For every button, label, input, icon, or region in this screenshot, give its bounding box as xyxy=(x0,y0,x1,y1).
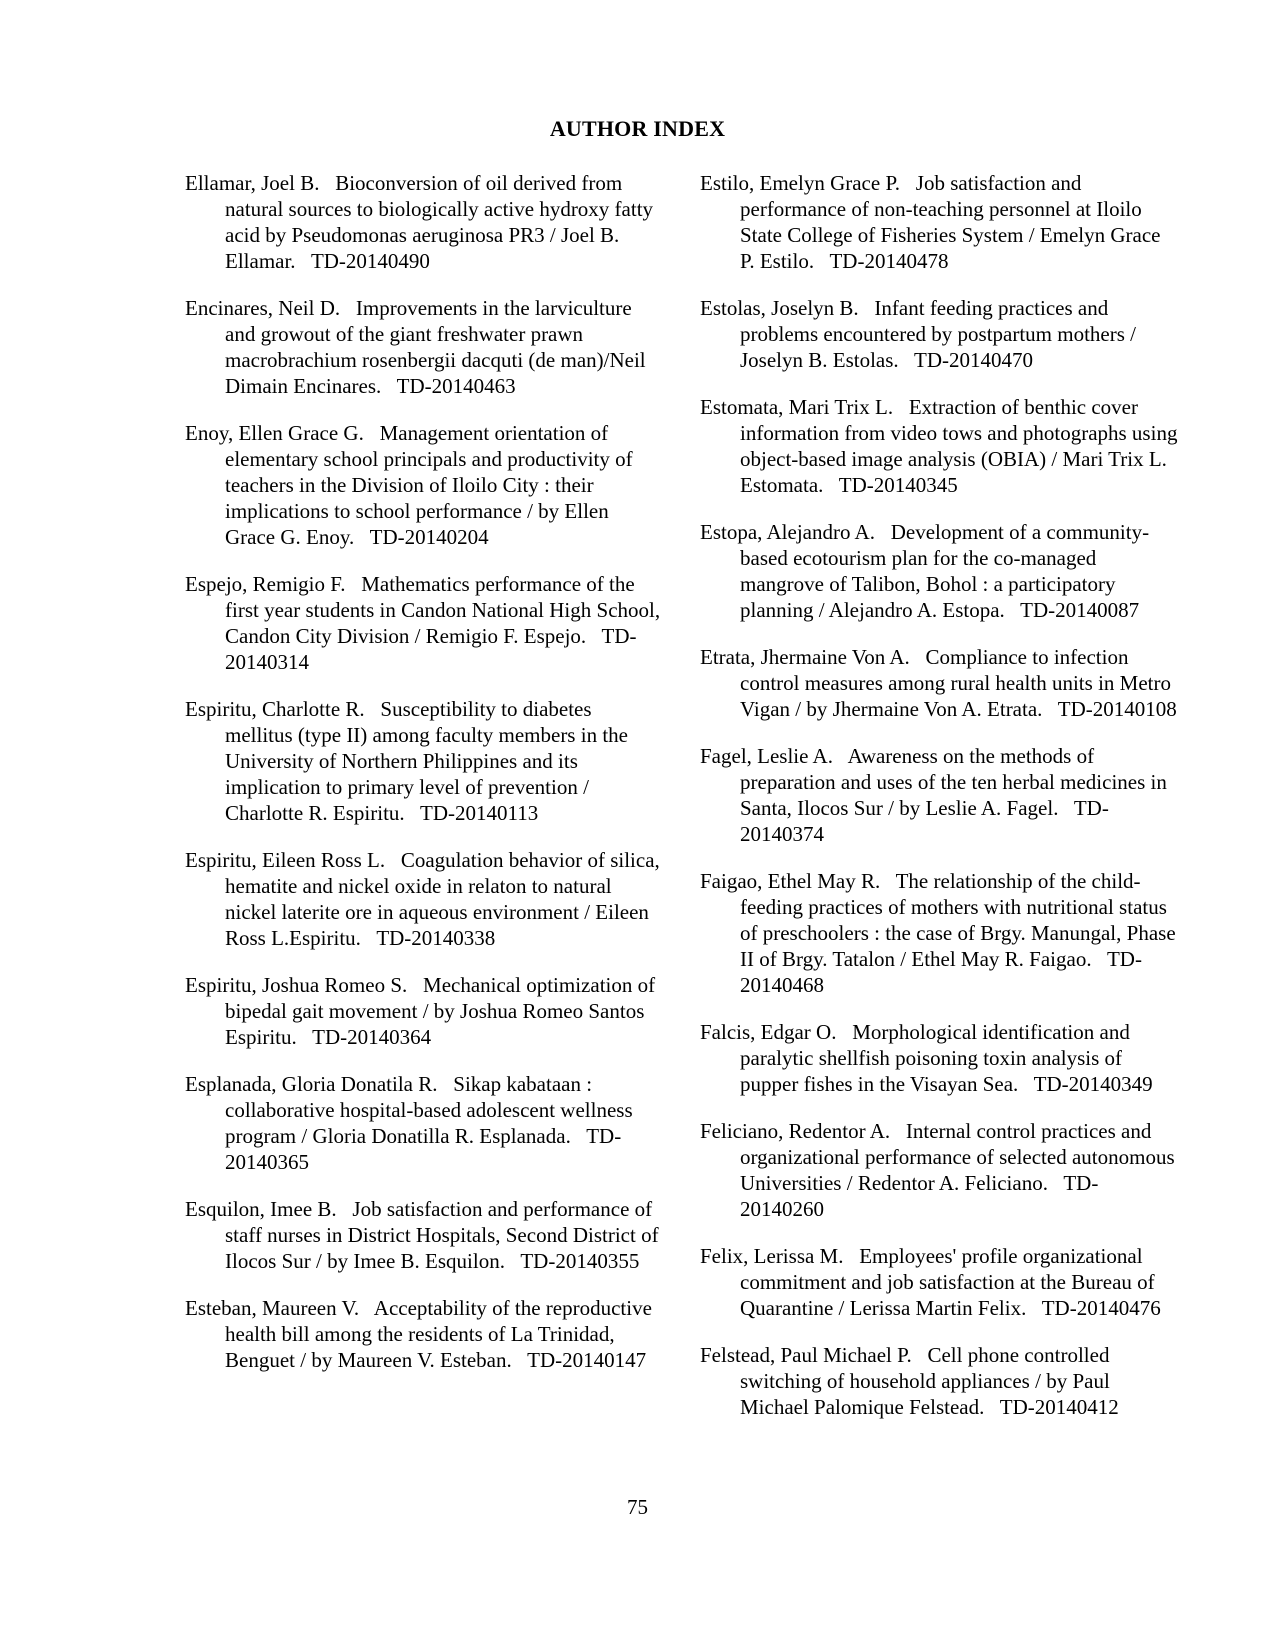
entry-author: Feliciano, Redentor A. xyxy=(700,1119,891,1143)
entry-title: Awareness on the methods of preparation and uses of the ten herbal medicines in Santa, Ilocos Sur / by Leslie A. Fagel. xyxy=(740,744,1167,820)
entry-accession-number: TD-20140468 xyxy=(740,947,1142,997)
right-column xyxy=(700,170,1178,1441)
index-entry xyxy=(185,1295,663,1373)
entry-title: Cell phone controlled switching of household appliances / by Paul Michael Palomique Felstead. xyxy=(740,1343,1110,1419)
entry-title: Coagulation behavior of silica, hematite and nickel oxide in relaton to natural nickel laterite ore in aqueous environment / Eileen Ross L.Espiritu. xyxy=(225,848,660,950)
index-entry xyxy=(700,743,1178,847)
entry-accession-number: TD-20140374 xyxy=(740,796,1109,846)
index-entry xyxy=(185,1071,663,1175)
entry-author: Falcis, Edgar O. xyxy=(700,1020,837,1044)
entry-accession-number: TD-20140364 xyxy=(312,1025,432,1049)
entry-author: Fagel, Leslie A. xyxy=(700,744,833,768)
entry-accession-number: TD-20140147 xyxy=(527,1348,647,1372)
entry-title: Susceptibility to diabetes mellitus (type II) among faculty members in the University of Northern Philippines and its implication to primary level of prevention / Charlotte R. Espiritu. xyxy=(225,697,628,825)
entry-accession-number: TD-20140478 xyxy=(829,249,949,273)
index-entry xyxy=(700,868,1178,998)
entry-accession-number: TD-20140314 xyxy=(225,624,637,674)
entry-title: Improvements in the larviculture and growout of the giant freshwater prawn macrobrachium rosenbergii dacquti (de man)/Neil Dimain Encinares. xyxy=(225,296,646,398)
entry-author: Esteban, Maureen V. xyxy=(185,1296,360,1320)
entry-author: Etrata, Jhermaine Von A. xyxy=(700,645,910,669)
entry-author: Espiritu, Joshua Romeo S. xyxy=(185,973,408,997)
entry-author: Esplanada, Gloria Donatila R. xyxy=(185,1072,438,1096)
entry-accession-number: TD-20140338 xyxy=(376,926,496,950)
index-entry xyxy=(700,394,1178,498)
entry-title: Development of a community-based ecotourism plan for the co-managed mangrove of Talibon, Bohol : a participatory planning / Alejandro A. Estopa. xyxy=(740,520,1150,622)
entry-accession-number: TD-20140260 xyxy=(740,1171,1099,1221)
entry-title: Morphological identification and paralytic shellfish poisoning toxin analysis of pupper fishes in the Visayan Sea. xyxy=(740,1020,1130,1096)
entry-author: Enoy, Ellen Grace G. xyxy=(185,421,364,445)
entry-accession-number: TD-20140345 xyxy=(838,473,958,497)
entry-title: Infant feeding practices and problems encountered by postpartum mothers / Joselyn B. Estolas. xyxy=(740,296,1136,372)
index-entry xyxy=(700,170,1178,274)
entry-accession-number: TD-20140476 xyxy=(1041,1296,1161,1320)
entry-accession-number: TD-20140463 xyxy=(396,374,516,398)
entry-author: Estolas, Joselyn B. xyxy=(700,296,859,320)
page-title: AUTHOR INDEX xyxy=(549,116,726,141)
entry-title: Employees' profile organizational commitment and job satisfaction at the Bureau of Quarantine / Lerissa Martin Felix. xyxy=(740,1244,1155,1320)
entry-accession-number: TD-20140108 xyxy=(1057,697,1177,721)
index-entry xyxy=(185,847,663,951)
entry-title: Mathematics performance of the first year students in Candon National High School, Candon City Division / Remigio F. Espejo. xyxy=(225,572,661,648)
index-entry xyxy=(185,170,663,274)
entry-title: Job satisfaction and performance of staff nurses in District Hospitals, Second District of Ilocos Sur / by Imee B. Esquilon. xyxy=(225,1197,659,1273)
entry-accession-number: TD-20140204 xyxy=(369,525,489,549)
entry-title: The relationship of the child-feeding practices of mothers with nutritional status of preschoolers : the case of Brgy. Manungal, Phase II of Brgy. Tatalon / Ethel May R. Faigao. xyxy=(740,869,1176,971)
entry-author: Espiritu, Charlotte R. xyxy=(185,697,365,721)
index-entry xyxy=(700,1118,1178,1222)
entry-accession-number: TD-20140355 xyxy=(520,1249,640,1273)
index-entry xyxy=(700,295,1178,373)
entry-author: Espiritu, Eileen Ross L. xyxy=(185,848,386,872)
entry-title: Internal control practices and organizational performance of selected autonomous Universities / Redentor A. Feliciano. xyxy=(740,1119,1175,1195)
entry-author: Encinares, Neil D. xyxy=(185,296,341,320)
entry-accession-number: TD-20140470 xyxy=(914,348,1034,372)
entry-accession-number: TD-20140412 xyxy=(999,1395,1119,1419)
entry-author: Estopa, Alejandro A. xyxy=(700,520,875,544)
index-entry xyxy=(185,696,663,826)
index-entry xyxy=(700,1019,1178,1097)
index-entry xyxy=(185,571,663,675)
entry-author: Faigao, Ethel May R. xyxy=(700,869,881,893)
entry-author: Felix, Lerissa M. xyxy=(700,1244,844,1268)
entry-accession-number: TD-20140113 xyxy=(420,801,539,825)
entry-author: Estomata, Mari Trix L. xyxy=(700,395,894,419)
entry-author: Ellamar, Joel B. xyxy=(185,171,320,195)
entry-author: Estilo, Emelyn Grace P. xyxy=(700,171,901,195)
entry-title: Compliance to infection control measures among rural health units in Metro Vigan / by Jhermaine Von A. Etrata. xyxy=(740,645,1171,721)
index-entry xyxy=(185,972,663,1050)
entry-title: Sikap kabataan : collaborative hospital-based adolescent wellness program / Gloria Donatilla R. Esplanada. xyxy=(225,1072,633,1148)
index-entry xyxy=(185,1196,663,1274)
index-entry xyxy=(700,1342,1178,1420)
entry-title: Bioconversion of oil derived from natural sources to biologically active hydroxy fatty acid by Pseudomonas aeruginosa PR3 / Joel B. Ellamar. xyxy=(225,171,654,273)
index-entry xyxy=(185,420,663,550)
entry-accession-number: TD-20140490 xyxy=(310,249,430,273)
index-entry xyxy=(185,295,663,399)
entry-title: Job satisfaction and performance of non-teaching personnel at Iloilo State College of Fisheries System / Emelyn Grace P. Estilo. xyxy=(740,171,1161,273)
entry-accession-number: TD-20140365 xyxy=(225,1124,622,1174)
entry-author: Espejo, Remigio F. xyxy=(185,572,346,596)
index-entry xyxy=(700,1243,1178,1321)
entry-accession-number: TD-20140087 xyxy=(1020,598,1140,622)
entry-title: Acceptability of the reproductive health bill among the residents of La Trinidad, Benguet / by Maureen V. Esteban. xyxy=(225,1296,652,1372)
left-column xyxy=(185,170,663,1394)
entry-title: Management orientation of elementary school principals and productivity of teachers in the Division of Iloilo City : their implications to school performance / by Ellen Grace G. Enoy. xyxy=(225,421,633,549)
index-entry xyxy=(700,644,1178,722)
page-number: 75 xyxy=(627,1495,648,1519)
entry-accession-number: TD-20140349 xyxy=(1033,1072,1153,1096)
entry-title: Extraction of benthic cover information from video tows and photographs using object-based image analysis (OBIA) / Mari Trix L. Estomata. xyxy=(740,395,1178,497)
entry-author: Felstead, Paul Michael P. xyxy=(700,1343,912,1367)
entry-title: Mechanical optimization of bipedal gait movement / by Joshua Romeo Santos Espiritu. xyxy=(225,973,656,1049)
index-entry xyxy=(700,519,1178,623)
entry-author: Esquilon, Imee B. xyxy=(185,1197,337,1221)
